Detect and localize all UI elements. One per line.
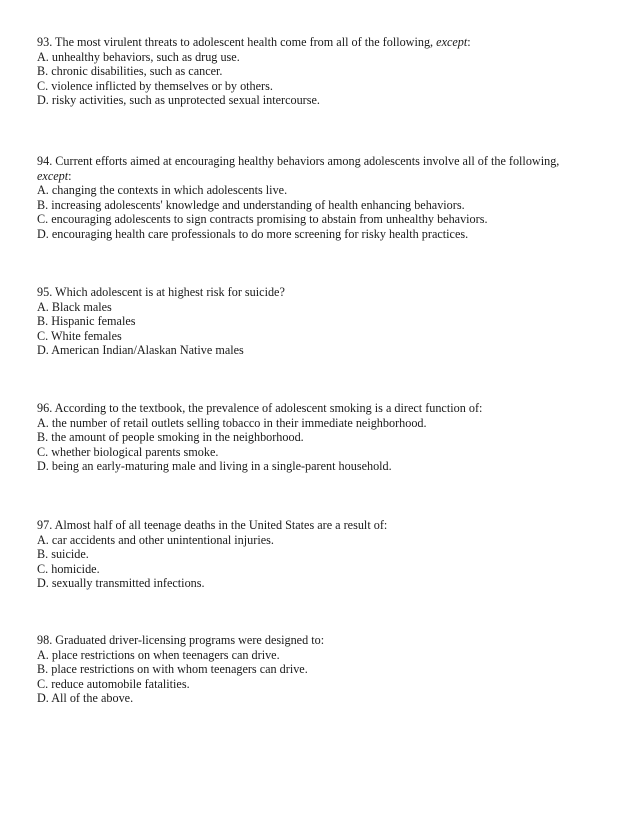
answer-option-c: C. whether biological parents smoke. [37,444,219,459]
answer-option-a: A. changing the contexts in which adolescents live. [37,183,288,198]
answer-option-d: D. risky activities, such as unprotected sexual intercourse. [37,93,320,108]
answer-option-d: D. American Indian/Alaskan Native males [37,343,244,358]
answer-option-c: C. White females [37,328,122,343]
question-93 [37,35,471,108]
answer-option-c: C. reduce automobile fatalities. [37,676,190,691]
answer-option-a: A. the number of retail outlets selling tobacco in their immediate neighborhood. [37,415,427,430]
question-96 [37,401,482,474]
question-prompt: 96. According to the textbook, the prevalence of adolescent smoking is a direct function of: [37,401,483,415]
answer-option-b: B. increasing adolescents' knowledge and understanding of health enhancing behaviors. [37,197,465,212]
answer-option-d: D. encouraging health care professionals to do more screening for risky health practices. [37,226,469,241]
answer-option-c: C. violence inflicted by themselves or by others. [37,78,273,93]
answer-option-a: A. car accidents and other unintentional injuries. [37,532,274,547]
answer-option-d: D. sexually transmitted infections. [37,576,205,591]
answer-option-d: D. being an early-maturing male and living in a single-parent household. [37,459,392,474]
answer-option-c: C. homicide. [37,561,100,576]
answer-option-d: D. All of the above. [37,691,134,706]
question-97 [37,518,387,591]
answer-option-b: B. the amount of people smoking in the neighborhood. [37,430,304,445]
question-98 [37,633,324,706]
answer-option-b: B. place restrictions on with whom teenagers can drive. [37,662,308,677]
prompt-emphasis: except [37,168,69,183]
answer-option-a: A. Black males [37,299,112,314]
question-95 [37,285,285,358]
answer-option-c: C. encouraging adolescents to sign contracts promising to abstain from unhealthy behaviors. [37,212,488,227]
question-prompt: 95. Which adolescent is at highest risk for suicide? [37,285,285,299]
question-prompt: 97. Almost half of all teenage deaths in the United States are a result of: [37,518,388,532]
answer-option-b: B. suicide. [37,547,89,562]
answer-option-b: B. Hispanic females [37,314,136,329]
question-prompt: 98. Graduated driver-licensing programs were designed to: [37,633,325,647]
answer-option-a: A. unhealthy behaviors, such as drug use. [37,49,240,64]
question-prompt: 93. The most virulent threats to adolescent health come from all of the following, except: [37,35,471,49]
answer-option-b: B. chronic disabilities, such as cancer. [37,64,223,79]
answer-option-a: A. place restrictions on when teenagers can drive. [37,647,280,662]
question-prompt: 94. Current efforts aimed at encouraging healthy behaviors among adolescents involve all of the following, except: [37,154,560,183]
prompt-emphasis: except [436,35,468,49]
question-94 [37,154,559,242]
